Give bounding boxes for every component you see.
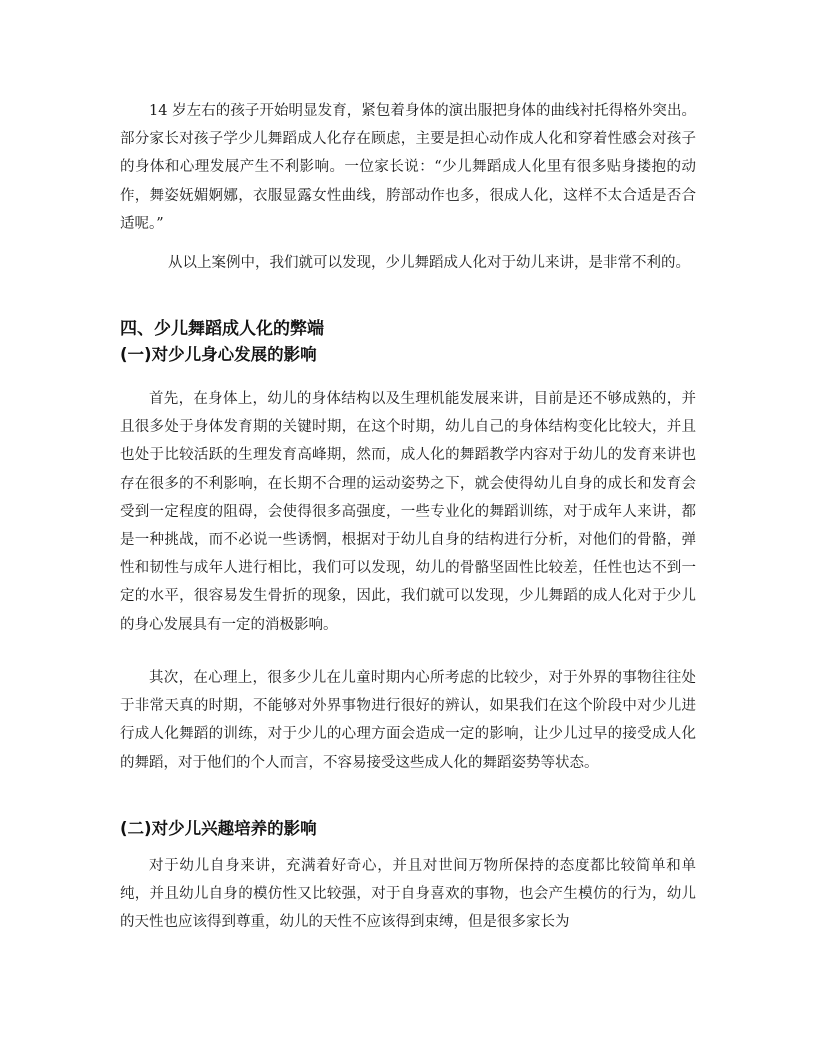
subheading-interest-cultivation: (二)对少儿兴趣培养的影响	[120, 819, 317, 838]
subheading-body-mind-development: (一)对少儿身心发展的影响	[120, 345, 317, 364]
body-paragraph-2: 从以上案例中，我们就可以发现，少儿舞蹈成人化对于幼儿来讲，是非常不利的。	[168, 255, 690, 271]
body-paragraph-1: 14 岁左右的孩子开始明显发育，紧包着身体的演出服把身体的曲线衬托得格外突出。部分家长对孩子学少儿舞蹈成人化存在顾虑，主要是担心动作成人化和穿着性感会对孩子的身体和心理发展产生不利影响。一位家长说：“少儿舞蹈成人化里有很多贴身搂抱的动作，舞姿妩媚婀娜，衣服显露女性曲线，胯部动作也多，很成人化，这样不太合适是否合适呢。”	[120, 103, 696, 232]
body-paragraph-5: 对于幼儿自身来讲，充满着好奇心，并且对世间万物所保持的态度都比较简单和单纯，并且幼儿自身的模仿性又比较强，对于自身喜欢的事物，也会产生模仿的行为，幼儿的天性也应该得到尊重，幼儿的天性不应该得到束缚，但是很多家长为	[120, 858, 696, 931]
body-paragraph-3: 首先，在身体上，幼儿的身体结构以及生理机能发展来讲，目前是还不够成熟的，并且很多处于身体发育期的关键时期，在这个时期，幼儿自己的身体结构变化比较大，并且也处于比较活跃的生理发育高峰期，然而，成人化的舞蹈教学内容对于幼儿的发育来讲也存在很多的不利影响，在长期不合理的运动姿势之下，就会使得幼儿自身的成长和发育会受到一定程度的阻碍，会使得很多高强度，一些专业化的舞蹈训练，对于成年人来讲，都是一种挑战，而不必说一些诱惘，根据对于幼儿自身的结构进行分析，对他们的骨骼，弹性和韧性与成年人进行相比，我们可以发现，幼儿的骨骼坚固性比较差，任性也达不到一定的水平，很容易发生骨折的现象，因此，我们就可以发现，少儿舞蹈的成人化对于少儿的身心发展具有一定的消极影响。	[120, 391, 696, 633]
section-heading: 四、少儿舞蹈成人化的弊端	[120, 319, 324, 339]
body-paragraph-4: 其次，在心理上，很多少儿在儿童时期内心所考虑的比较少，对于外界的事物往往处于非常天真的时期，不能够对外界事物进行很好的辨认，如果我们在这个阶段中对少儿进行成人化舞蹈的训练，对于少儿的心理方面会造成一定的影响，让少儿过早的接受成人化的舞蹈，对于他们的个人而言，不容易接受这些成人化的舞蹈姿势等状态。	[120, 670, 696, 771]
